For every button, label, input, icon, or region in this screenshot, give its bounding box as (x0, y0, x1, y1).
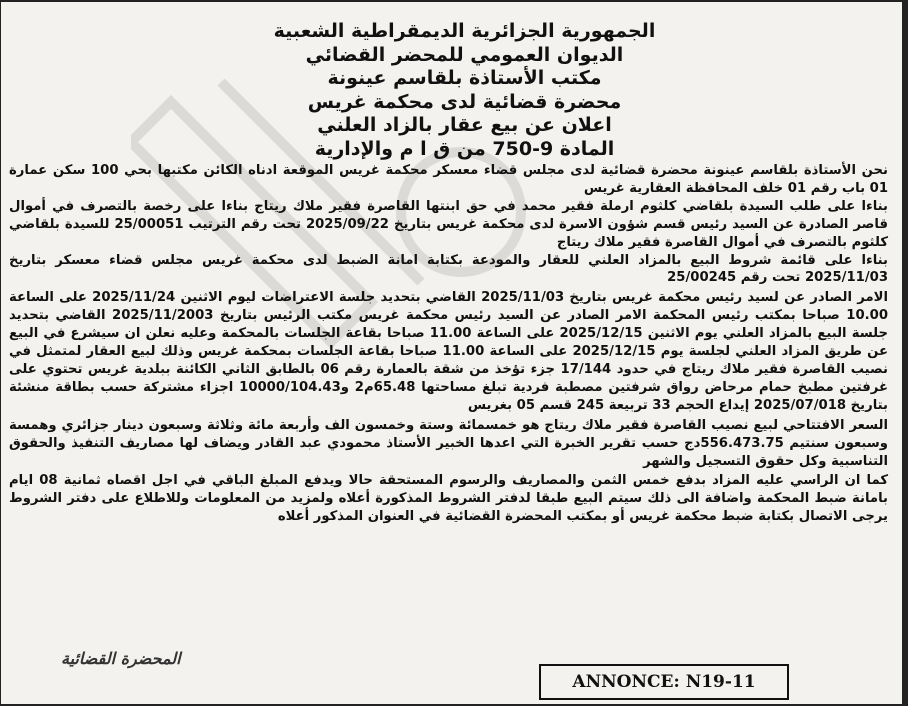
paragraph-payment: كما ان الراسي عليه المزاد بدفع خمس الثمن والمصاريف والرسوم المستحقة حالا ويدفع المبلغ الباقي في اجل اقصاه ثمانية 08 ايام بامانة ضبط المحكمة واضافة الى ذلك سيتم البيع طبقا لدفتر الشروط المذكورة أعلاه ولمزيد من المعلومات وللاطلاع على دفتر الشروط يرجى الاتصال بكتابة ضبط محكمة غريس أو بمكتب المحضرة القضائية في العنوان المذكور أعلاه (9, 473, 888, 525)
header-office: الديوان العمومي للمحضر القضائي (305, 43, 624, 66)
notice-body (9, 162, 888, 526)
announcement-number-box: ANNONCE: N19-11 (539, 664, 789, 700)
header-announcement-title: اعلان عن بيع عقار بالزاد العلني (317, 114, 612, 136)
header-bailiff: محضرة قضائية لدى محكمة غريس (307, 90, 622, 113)
header-article: المادة 9-750 من ق ا م والإدارية (314, 137, 615, 160)
header-republic: الجمهورية الجزائرية الديمقراطية الشعبية (273, 20, 656, 42)
paragraph-intro: نحن الأستاذة بلقاسم عينونة محضرة قضائية لدى مجلس قضاء معسكر محكمة غريس الموقعة ادناه الكائن مكتبها بحي 100 سكن عمارة 01 باب رقم 01 خلف المحافظة العقارية غريس (9, 163, 888, 196)
bailiff-signature: المحضرة القضائية (61, 649, 181, 668)
paragraph-price: السعر الافتتاحي لبيع نصيب القاصرة فقير ملاك ريتاج هو خمسمائة وستة وخمسون الف وأربعة مائة وثلاثة وسبعون دينار جزائري وهمسة وسبعون سنتيم 556.473.75دج حسب تقرير الخبرة التي اعدها الخبير الأستاذ محمودي عبد القادر ويضاف لها مصاريف التنفيذ والحقوق التناسبية وكل حقوق التسجيل والشهر (9, 417, 888, 469)
paragraph-conditions: بناءا على قائمة شروط البيع بالمزاد العلني للعقار والمودعة بكتابة امانة الضبط لدى محكمة غريس مجلس قضاء معسكر بتاريخ 2025/11/03 تحت رقم 25/00245 (9, 252, 888, 286)
header-bureau: مكتب الأستاذة بلقاسم عينونة (327, 67, 602, 89)
paragraph-order: الامر الصادر عن لسيد رئيس محكمة غريس بتاريخ 2025/11/03 القاضي بتحديد جلسة الاعتراضات ليوم الاثنين 2025/11/24 على الساعة 10.00 صباحا بمكتب رئيس المحكمة الامر الصادر عن السيد رئيس محكمة غريس مكتب الرئيس بتاريخ 2025/11/2003 القاضي بتحديد جلسة البيع بالمزاد العلني يوم الاثنين 2025/12/15 على الساعة 11.00 صباحا بقاعة الجلسات بالمحكمة وعليه نعلن ان سيشرع في البيع عن طريق المزاد العلني لجلسة يوم 2025/12/15 على الساعة 11.00 صباحا بقاعة الجلسات بمحكمة غريس وذلك لبيع العقار لمتمثل في نصيب القاصرة فقير ملاك ريتاج في حدود 17/144 جزء تؤخذ من شقة بالعمارة رقم 06 بالطابق الثاني الكائنة ببلدية غريس تحتوي على غرفتين مطبخ حمام مرحاض رواق شرفتين مصطبة فردية تبلغ مساحتها 65.48م2 و10000/104.43 اجزاء مشتركة حسب بطاقة منشئة بتاريخ 2025/07/018 إيداع الحجم 33 تربيعة 245 قسم 05 بغريس (9, 290, 889, 413)
paragraph-request: بناءا على طلب السيدة بلقاضي كلثوم ارملة فقير محمد في حق ابنتها القاصرة فقير ملاك ريتاج بناءا على رخصة بالتصرف في أموال قاصر الصادرة عن السيد رئيس قسم شؤون الاسرة لدى محكمة غريس بتاريخ 2025/09/22 تحت رقم الترتيب 25/00051 للسيدة بلقاضي كلثوم بالتصرف في أموال القاصرة فقير ملاك ريتاج (9, 198, 889, 250)
notice-header (41, 20, 888, 161)
